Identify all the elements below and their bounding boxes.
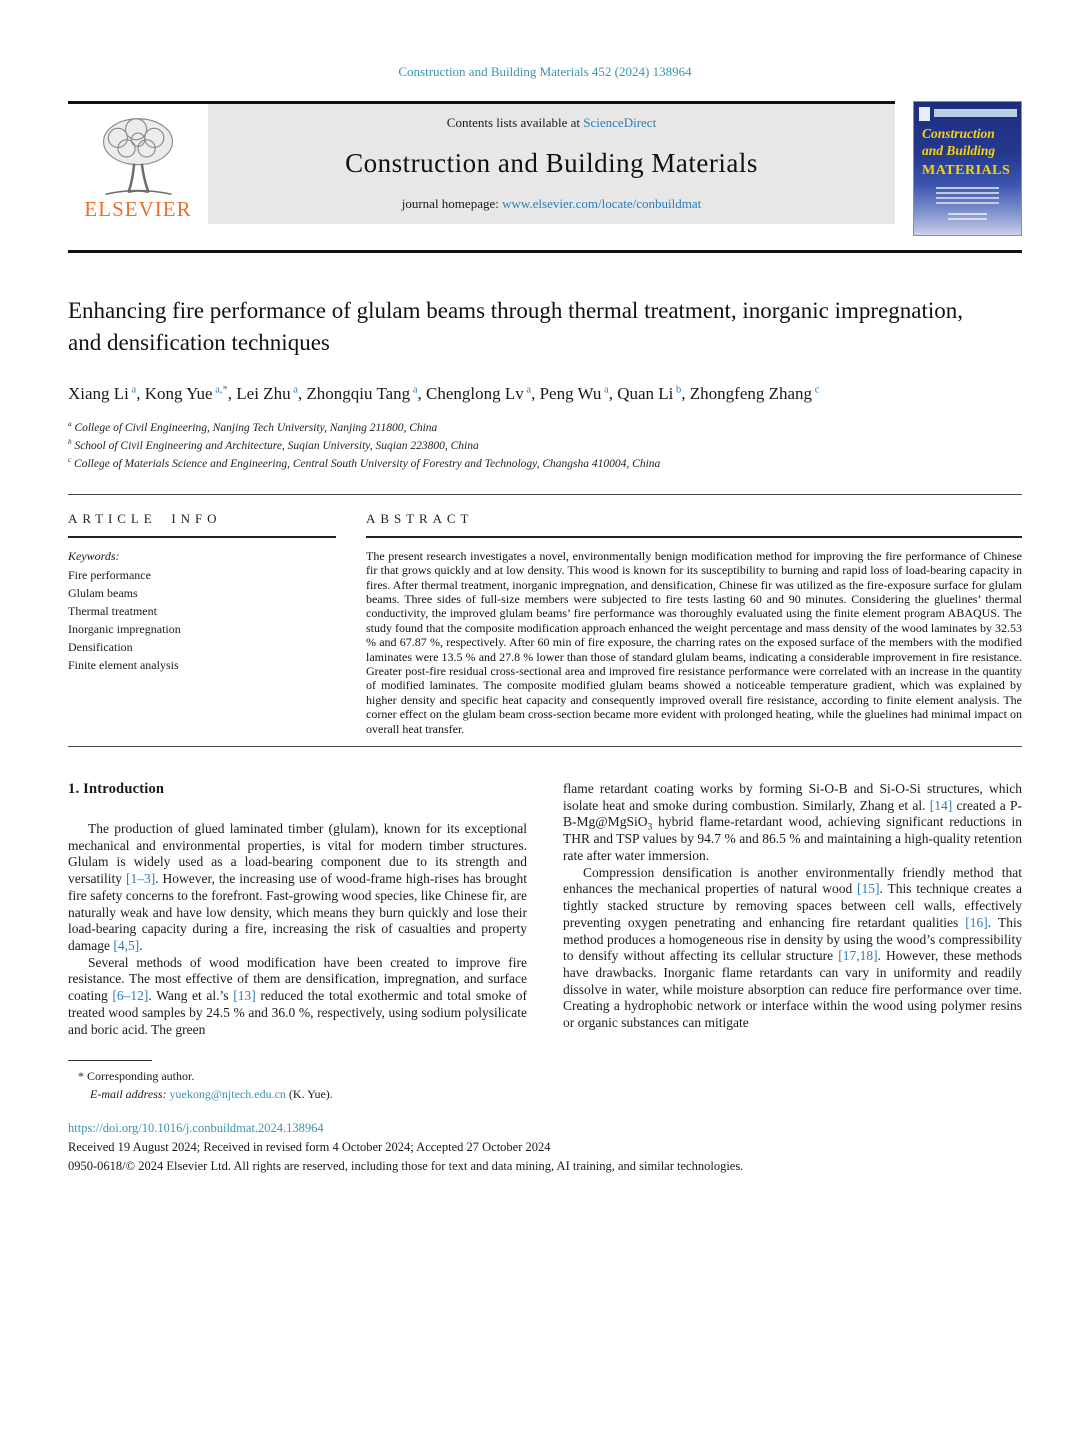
introduction-heading: 1. Introduction xyxy=(68,780,165,797)
inline-link[interactable]: a xyxy=(410,384,418,396)
abstract-text: The present research investigates a novel, environmentally benign modification method for improving the fire performance of Chinese fir that grows quickly and at low density. This wood is known for its susceptibility to burning and rapid loss of load-bearing capacity in fires. After thermal treatment, inorganic impregnation, and densification, Chinese fir was utilized as the fire-exposure surface for glulam beams. Three sides of full-size members were subjected to fire tests lasting 60 and 90 minutes. Considering the gluelines’ thermal conductivity, the improved glulam beams’ fire performance was thoroughly evaluated using the finite element program ABAQUS. The study found that the composite modification approach enhanced the weight percentage and mass density of the wood laminates by 32.53 % and 67.87 %, respectively. After 60 min of fire exposure, the charring rates on the exposed surface of the members with the modified laminates were 13.5 % and 27.8 % lower than those of standard glulam beams, indicating a considerable improvement in fire resistance. Greater post-fire residual cross-sectional area and improved fire resistance performance were correlated with an increase in the quantity of modified laminates. The composite modified glulam beams showed a noticeable temperature gradient, which was explained by higher density and specific heat capacity and consequently improved overall fire resistance, according to finite element analysis. The corner effect on the glulam beam cross-section became more evident with prolonged heating, while the gluelines had minimal impact on overall heat transfer. xyxy=(366,548,1022,736)
keyword-item: Fire performance xyxy=(68,567,151,582)
copyright-line: 0950-0618/© 2024 Elsevier Ltd. All rights are reserved, including those for text and data mining, AI training, and similar technologies. xyxy=(68,1158,744,1173)
cover-bottom-bars xyxy=(948,213,987,223)
header-bottom-rule xyxy=(68,250,1022,253)
inline-link[interactable]: yuekong@njtech.edu.cn xyxy=(169,1087,286,1102)
author-list: Xiang Li $^a$, Kong Yue $^{a,*}$, Lei Zhu $^a$, Zhongqiu Tang $^a$, Chenglong Lv $^a$, Peng Wu $^a$, Quan Li $^b$, Zhongfeng Zhang $^c$ xyxy=(68,384,820,404)
cover-title-line2: and Building xyxy=(922,142,996,158)
intro-paragraph: flame retardant coating works by forming Si-O-B and Si-O-Si structures, which isolate heat and smoke during combustion. Similarly, Zhang et al. [14] created a P-B-Mg@MgSiO$_3$ hybrid flame-retardant wood, achieving significant reductions in THR and TSP values by 94.7 % and 86.5 % and maintaining a high-quality retention rate after water immersion. xyxy=(563,780,1022,863)
cover-title-line1: Construction xyxy=(922,126,995,141)
article-body xyxy=(68,781,1022,1039)
article-info-column xyxy=(68,511,336,736)
keyword-item: Inorganic impregnation xyxy=(68,621,181,636)
inline-link[interactable]: c xyxy=(812,384,820,396)
inline-link[interactable]: www.elsevier.com/locate/conbuildmat xyxy=(502,196,702,211)
journal-homepage-line: journal homepage: www.elsevier.com/locate/conbuildmat xyxy=(401,196,702,211)
cover-title-line3: MATERIALS xyxy=(922,162,1011,178)
footnote-block xyxy=(68,1060,1022,1103)
inline-link[interactable]: [1–3] xyxy=(125,871,156,887)
intro-paragraph: The production of glued laminated timber (glulam), known for its exceptional mechanical and environmental properties, is vital for modern timber structures. Glulam is widely used as a load-bearing component due to its strength and versatility [1–3]. However, the increasing use of wood-frame high-rises has brought fire safety concerns to the forefront. Fast-growing wood species, like Chinese fir, are naturally weak and have low density, which means they burn quickly and lose their load-bearing capacity during a fire, increasing the risk of casualties and property damage [4,5]. xyxy=(68,820,527,953)
article-info-heading: ARTICLE INFO xyxy=(68,511,222,527)
journal-reference[interactable]: Construction and Building Materials 452 (2024) 138964 xyxy=(398,64,692,79)
affiliations xyxy=(68,420,1022,473)
keyword-item: Densification xyxy=(68,639,133,654)
inline-link[interactable]: [17,18] xyxy=(838,948,878,964)
journal-title: Construction and Building Materials xyxy=(345,148,758,178)
elsevier-wordmark: ELSEVIER xyxy=(84,197,192,221)
inline-link[interactable]: a xyxy=(128,384,137,396)
contents-list-line: Contents lists available at ScienceDirect xyxy=(446,115,657,130)
inline-link[interactable]: a,* xyxy=(212,384,228,396)
keyword-item: Finite element analysis xyxy=(68,657,179,672)
affiliation-a: $^a$ College of Civil Engineering, Nanjing Tech University, Nanjing 211800, China xyxy=(68,420,438,434)
footnote-rule xyxy=(68,1060,152,1061)
article-footer xyxy=(68,1119,1022,1175)
article-title: Enhancing fire performance of glulam beams through thermal treatment, inorganic impregnation, and densification techniques xyxy=(68,298,963,356)
inline-link[interactable]: a xyxy=(523,384,532,396)
inline-link[interactable]: [15] xyxy=(857,881,880,897)
inline-link[interactable]: a xyxy=(601,384,609,396)
doi-link[interactable]: https://doi.org/10.1016/j.conbuildmat.2024.138964 xyxy=(68,1121,324,1136)
abstract-column xyxy=(366,511,1022,736)
journal-cover-thumbnail[interactable] xyxy=(913,101,1022,236)
inline-link[interactable]: [13] xyxy=(233,988,256,1004)
corresponding-author-note: * Corresponding author. xyxy=(78,1069,195,1084)
affiliation-c: $^c$ College of Materials Science and Engineering, Central South University of Forestry and Technology, Changsha 410004, China xyxy=(68,455,661,470)
cover-publisher-mark-icon xyxy=(919,107,930,121)
inline-link[interactable]: [6–12] xyxy=(112,988,149,1004)
cover-fineprint-bars xyxy=(936,187,999,207)
intro-paragraph: Several methods of wood modification have been created to improve fire resistance. The most effective of them are densification, impregnation, and surface coating [6–12]. Wang et al.’s [13] reduced the total exothermic and total smoke of treated wood samples by 24.5 % and 36.0 %, respectively, using sodium polysilicate and boric acid. The green xyxy=(68,954,527,1037)
journal-header xyxy=(68,101,1022,236)
received-dates: Received 19 August 2024; Received in revised form 4 October 2024; Accepted 27 October 2024 xyxy=(68,1140,551,1155)
inline-link[interactable]: [16] xyxy=(965,914,988,930)
affiliation-b: $^b$ School of Civil Engineering and Architecture, Suqian University, Suqian 223800, China xyxy=(68,437,479,452)
elsevier-tree-icon xyxy=(90,113,186,201)
journal-banner xyxy=(208,104,895,224)
keywords-label: Keywords: xyxy=(68,548,120,563)
body-left-column xyxy=(68,781,527,1039)
keyword-item: Thermal treatment xyxy=(68,603,157,618)
abstract-bottom-rule xyxy=(68,746,1022,747)
info-abstract-section xyxy=(68,495,1022,736)
corresponding-author-email: E-mail address: yuekong@njtech.edu.cn (K. Yue). xyxy=(90,1087,333,1102)
keywords-list xyxy=(68,566,336,674)
keyword-item: Glulam beams xyxy=(68,585,138,600)
body-right-column xyxy=(563,781,1022,1039)
elsevier-logo[interactable] xyxy=(68,104,208,224)
inline-link[interactable]: ScienceDirect xyxy=(583,115,657,130)
abstract-heading: ABSTRACT xyxy=(366,511,474,527)
inline-link[interactable]: b xyxy=(673,384,682,396)
inline-link[interactable]: [14] xyxy=(929,797,953,813)
cover-top-bar xyxy=(934,109,1017,117)
inline-link[interactable]: [4,5] xyxy=(113,938,140,953)
inline-link[interactable]: a xyxy=(290,384,298,396)
intro-paragraph: Compression densification is another environmentally friendly method that enhances the mechanical properties of natural wood [15]. This technique creates a tightly stacked structure by removing spaces between cell walls, effectively preventing oxygen penetrating and enhancing fire retardant qualities [16]. This method produces a homogeneous rise in density by using the wood’s compressibility to densify without affecting its cellular structure [17,18]. However, these methods have drawbacks. Inorganic flame retardants can vary in uniformity and readily dissolve in water, while moisture absorption can reduce fire performance over time. Creating a hydrophobic network or interface within the wood using polymer resins or organic substances can mitigate xyxy=(563,864,1022,1031)
